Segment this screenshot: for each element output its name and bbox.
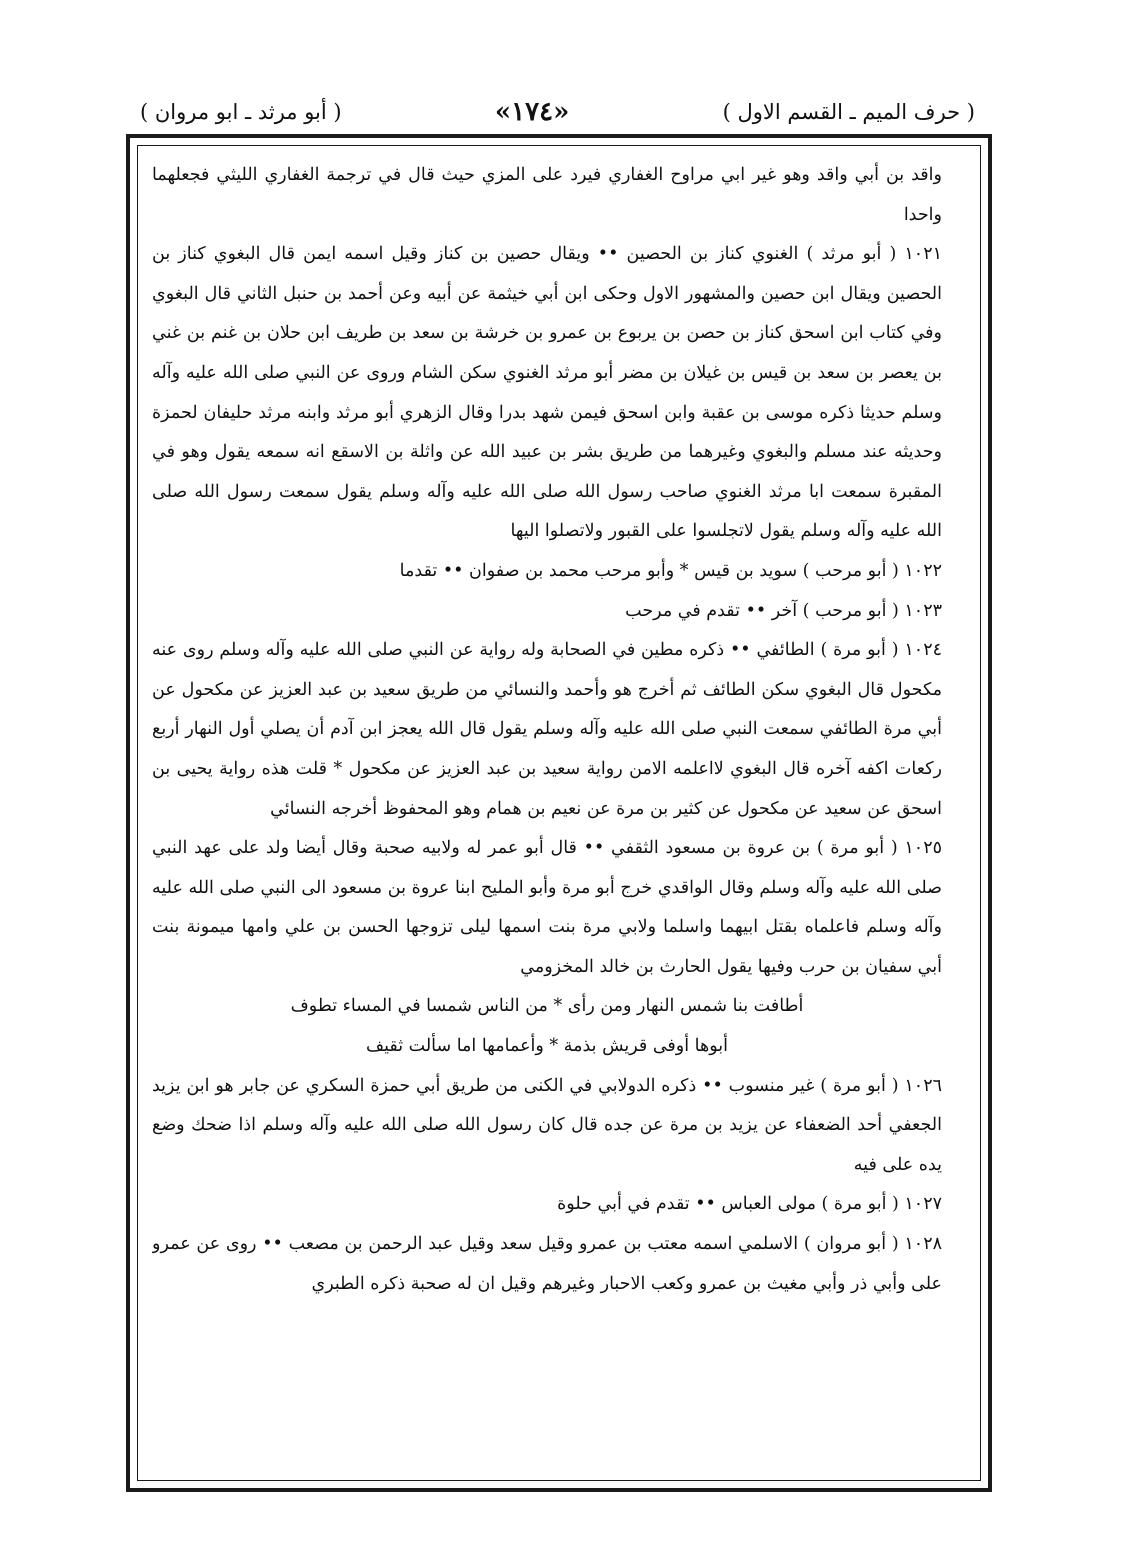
page-body [152,156,942,1476]
poem-verse-1: أطافت بنا شمس النهار ومن رأى * من الناس شمسا في المساء تطوف [290,996,804,1017]
entry-1021: ١٠٢١ ( أبو مرثد ) الغنوي كناز بن الحصين •• ويقال حصين بن كناز وقيل اسمه ايمن قال البغوي كناز بن الحصين ويقال ابن حصين والمشهور الاول وحكى ابن أبي خيثمة عن أبيه وعن أحمد بن حنبل الثاني قال البغوي وفي كتاب ابن اسحق كناز بن حصن بن يربوع بن عمرو بن خرشة بن سعد بن طريف ابن حلان بن غنم بن غني بن يعصر بن سعد بن قيس بن غيلان بن مضر أبو مرثد الغنوي سكن الشام وروى عن النبي صلى الله عليه وآله وسلم حديثا ذكره موسى بن عقبة وابن اسحق فيمن شهد بدرا وقال الزهري أبو مرثد وابنه مرثد حليفان لحمزة وحديثه عند مسلم والبغوي وغيرهما من طريق بشر بن عبيد الله عن واثلة بن الاسقع انه سمعه يقول وهو في المقبرة سمعت ابا مرثد الغنوي صاحب رسول الله صلى الله عليه وآله وسلم يقول سمعت رسول الله صلى الله عليه وآله وسلم يقول لاتجلسوا على القبور ولاتصلوا اليها [152,244,942,542]
paragraph-continuation: واقد بن أبي واقد وهو غير ابي مراوح الغفاري فيرد على المزي حيث قال في ترجمة الغفاري الليثي فجعلهما واحدا [152,165,942,225]
header-section-title: ( حرف الميم ـ القسم الاول ) [722,100,975,124]
entry-1025: ١٠٢٥ ( أبو مرة ) بن عروة بن مسعود الثقفي •• قال أبو عمر له ولابيه صحبة وقال أيضا ولد على عهد النبي صلى الله عليه وآله وسلم وقال الواقدي خرج أبو مرة وأبو المليح ابنا عروة بن مسعود الى النبي صلى الله عليه وآله وسلم فاعلماه بقتل ابيهما واسلما ولابي مرة بنت اسمها ليلى تزوجها الحسن بن علي وامها ميمونة بنت أبي سفيان بن حرب وفيها يقول الحارث بن خالد المخزومي [152,838,942,977]
entry-1023: ١٠٢٣ ( أبو مرحب ) آخر •• تقدم في مرحب [625,600,942,621]
entry-1026: ١٠٢٦ ( أبو مرة ) غير منسوب •• ذكره الدولابي في الكنى من طريق أبي حمزة السكري عن جابر هو ابن يزيد الجعفي أحد الضعفاء عن يزيد بن مرة عن جده قال كان رسول الله صلى الله عليه وآله وسلم اذا ضحك وضع يده على فيه [152,1075,942,1175]
entry-1027: ١٠٢٧ ( أبو مرة ) مولى العباس •• تقدم في أبي حلوة [557,1194,942,1215]
header-entry-range: ( أبو مرثد ـ ابو مروان ) [140,100,342,124]
entry-1022: ١٠٢٢ ( أبو مرحب ) سويد بن قيس * وأبو مرحب محمد بن صفوان •• تقدما [399,560,942,581]
poem-verse-2: أبوها أوفى قريش بذمة * وأعمامها اما سألت ثقيف [365,1036,729,1057]
entry-1024: ١٠٢٤ ( أبو مرة ) الطائفي •• ذكره مطين في الصحابة وله رواية عن النبي صلى الله عليه وآله وسلم روى عنه مكحول قال البغوي سكن الطائف ثم أخرج هو وأحمد والنسائي من طريق سعيد بن عبد العزيز عن مكحول عن أبي مرة الطائفي سمعت النبي صلى الله عليه وآله وسلم يقول قال الله يعجز ابن آدم أن يصلي أول النهار أربع ركعات اكفه آخره قال البغوي لااعلمه الامن رواية سعيد بن عبد العزيز عن مكحول * قلت هذه رواية يحيى بن اسحق عن سعيد عن مكحول عن كثير بن مرة عن نعيم بن همام وهو المحفوظ أخرجه النسائي [152,640,942,819]
entry-1028: ١٠٢٨ ( أبو مروان ) الاسلمي اسمه معتب بن عمرو وقيل سعد وقيل عبد الرحمن بن مصعب •• روى عن عمرو على وأبي ذر وأبي مغيث بن عمرو وكعب الاحبار وغيرهم وقيل ان له صحبة ذكره الطبري [152,1234,942,1294]
page-number: «١٧٤» [494,97,570,127]
page-header [140,92,975,132]
